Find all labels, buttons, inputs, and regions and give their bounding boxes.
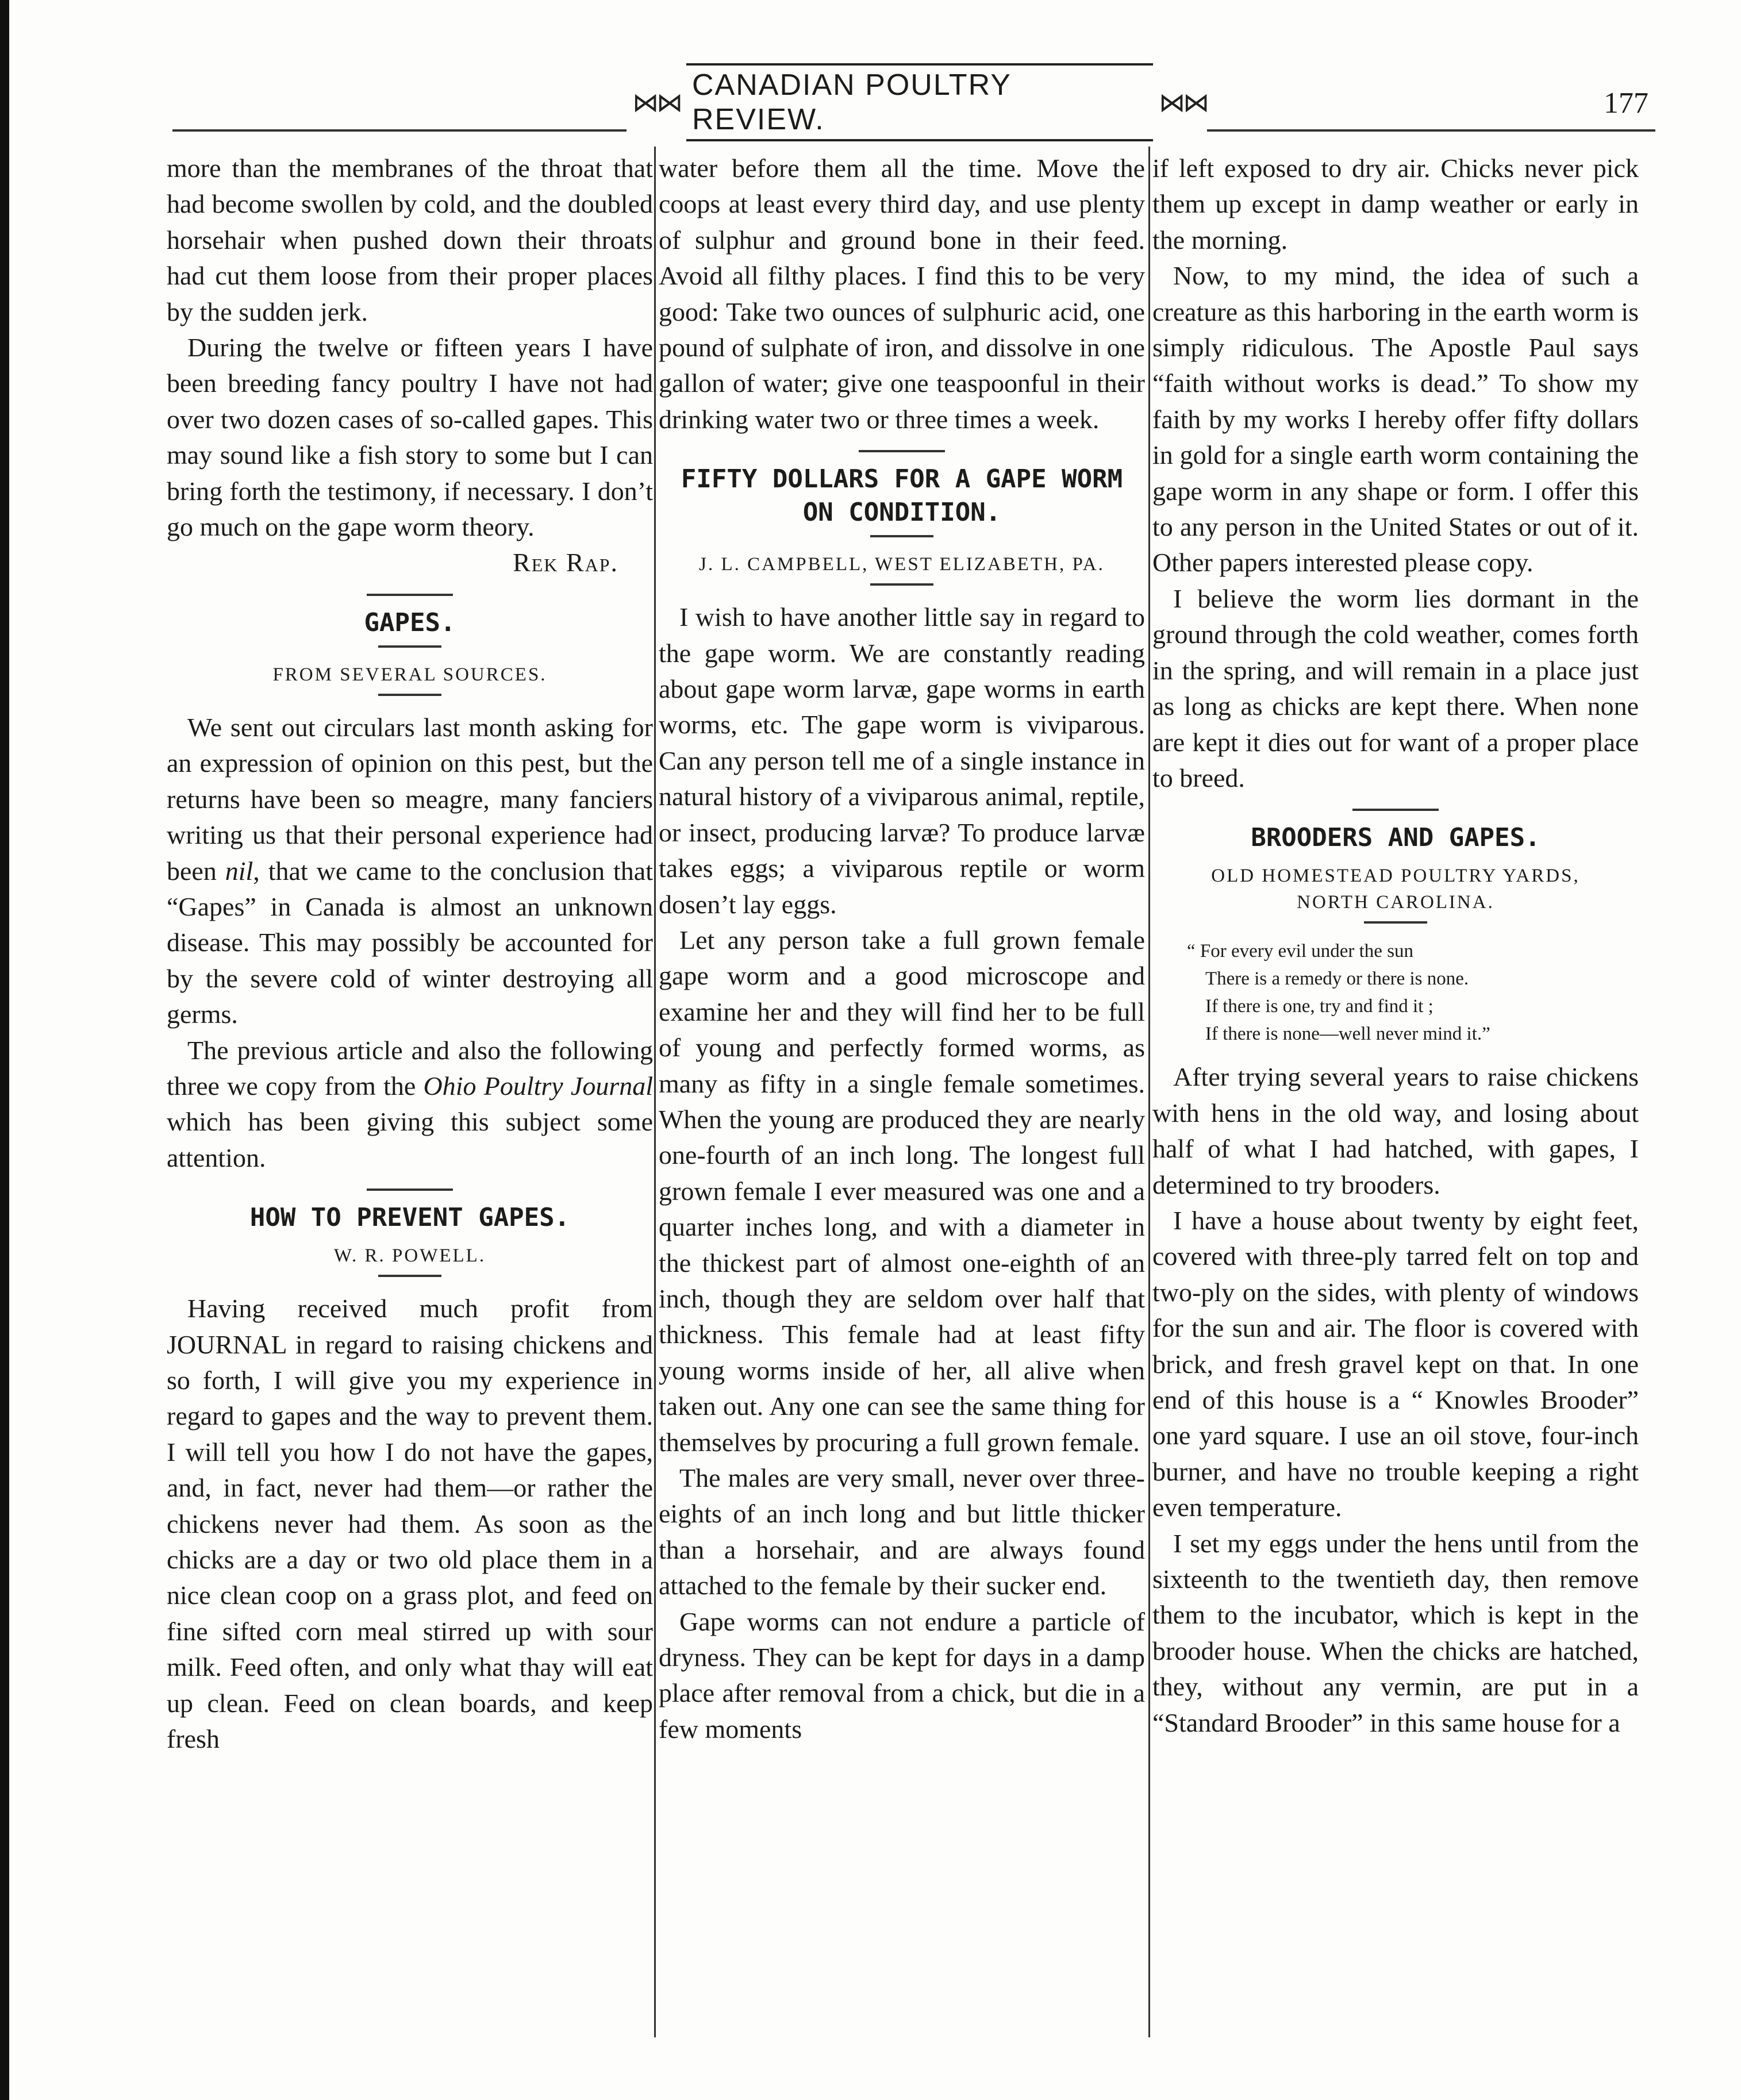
column-3 [1152, 151, 1639, 2030]
paragraph: Gape worms can not endure a particle of dryness. They can be kept for days in a damp place after removal from a chick, but die in a few moments [659, 1606, 1145, 1744]
article-title: HOW TO PREVENT GAPES. [249, 1203, 570, 1233]
paragraph: The males are very small, never over three-eights of an inch long and but little thicker than a horsehair, and are always found attached to the female by their sucker end. [659, 1463, 1145, 1601]
section-rule [870, 583, 933, 586]
section-rule [367, 1189, 453, 1191]
paragraph: more than the membranes of the throat that had become swollen by cold, and the doubled horsehair when pushed down their throats had cut them loose from their proper places by the sudden jerk. [167, 153, 653, 326]
paragraph: We sent out circulars last month asking for an expression of opinion on this pest, but the returns have been so meagre, many fanciers writing us that their personal experience had been nil, that we came to the conclusion that “Gapes” in Canada is almost an unknown disease. This may possibly be accounted for by the severe cold of winter destroying all germs. [167, 712, 653, 1029]
paragraph: I set my eggs under the hens until from the sixteenth to the twentieth day, then remove them to the incubator, which is kept in the brooder house. When the chicks are hatched, they, without any vermin, are put in a “Standard Brooder” in this same house for a [1152, 1528, 1639, 1737]
article-title: GAPES. [364, 607, 456, 637]
section-rule [378, 694, 441, 696]
ornament-right-icon: ⋈⋈ [1159, 87, 1207, 118]
section-rule [378, 1275, 441, 1277]
section-rule [1364, 921, 1427, 924]
paragraph: During the twelve or fifteen years I have been breeding fancy poultry I have not had over two dozen cases of so-called gapes. This may sound like a fish story to some but I can bring forth the testimony, if necessary. I don’t go much on the gape worm theory. [167, 333, 653, 542]
paragraph: I wish to have another little say in regard to the gape worm. We are constantly reading about gape worm larvæ, gape worms in earth worms, etc. The gape worm is viviparous. Can any person tell me of a single instance in natural history of a viviparous animal, reptile, or insect, producing larvæ? To produce larvæ takes eggs; a viviparous reptile or worm dosen’t lay eggs. [659, 602, 1145, 919]
paragraph: I have a house about twenty by eight feet, covered with three-ply tarred felt on top and two-ply on the sides, with plenty of windows for the sun and air. The floor is covered with brick, and fresh gravel kept on that. In one end of this house is a “ Knowles Brooder” one yard square. I use an oil stove, four-inch burner, and have no trouble keeping a right even temperature. [1152, 1205, 1639, 1522]
section-rule [859, 450, 945, 452]
page-number: 177 [1604, 87, 1648, 120]
column-2 [659, 151, 1145, 2030]
article-title: FIFTY DOLLARS FOR A GAPE WORM ON CONDITION. [681, 464, 1123, 528]
page-spine [0, 0, 9, 2100]
section-rule [378, 645, 441, 648]
paragraph: if left exposed to dry air. Chicks never pick them up except in damp weather or early in the morning. [1152, 153, 1639, 255]
section-rule [1352, 809, 1439, 811]
column-1 [167, 151, 653, 2030]
signature: Rek Rap. [513, 548, 618, 578]
epigraph-verse: “ For every evil under the sun There is a remedy or there is none. If there is one, try and find it ; If there is none—well never mind it.” [1187, 941, 1490, 1045]
article-byline: FROM SEVERAL SOURCES. [272, 664, 547, 685]
paragraph: Let any person take a full grown female gape worm and a good microscope and examine her and they will find her to be full of young and perfectly formed worms, as many as fifty in a single female sometimes. When the young are produced they are nearly one-fourth of an inch long. The longest full grown female I ever measured was one and a quarter inches long, and with a diameter in the thickest part of almost one-eighth of an inch, though they are seldom over half that thickness. This female had at least fifty young worms inside of her, all alive when taken out. Any one can see the same thing for themselves by procuring a full grown female. [659, 925, 1145, 1457]
paragraph: The previous article and also the following three we copy from the Ohio Poultry Journal which has been giving this subject some attention. [167, 1035, 653, 1172]
paragraph: Now, to my mind, the idea of such a creature as this harboring in the earth worm is simply ridiculous. The Apostle Paul says “faith without works is dead.” To show my faith by my works I hereby offer fifty dollars in gold for a single earth worm containing the gape worm in any shape or form. I offer this to any person in the United States or out of it. Other papers interested please copy. [1152, 261, 1639, 578]
article-byline: OLD HOMESTEAD POULTRY YARDS, NORTH CAROLINA. [1211, 866, 1580, 913]
ornament-left-icon: ⋈⋈ [632, 87, 681, 118]
masthead [632, 68, 1207, 136]
article-byline: W. R. POWELL. [333, 1245, 486, 1267]
column-divider [654, 147, 656, 2037]
section-rule [367, 594, 453, 596]
header-rule-right [1207, 129, 1655, 132]
paragraph: Having received much profit from JOURNAL in regard to raising chickens and so forth, I will give you my experience in regard to gapes and the way to prevent them. I will tell you how I do not have the gapes, and, in fact, never had them—or rather the chickens never had them. As soon as the chicks are a day or two old place them in a nice clean coop on a grass plot, and feed on fine sifted corn meal stirred up with sour milk. Feed often, and only what thay will eat up clean. Feed on clean boards, and keep fresh [167, 1294, 653, 1754]
column-divider [1148, 147, 1150, 2037]
article-byline: J. L. CAMPBELL, WEST ELIZABETH, PA. [699, 554, 1105, 575]
section-rule [870, 535, 933, 537]
article-title: BROODERS AND GAPES. [1251, 823, 1540, 853]
paragraph: After trying several years to raise chickens with hens in the old way, and losing about half of what I had hatched, with gapes, I determined to try brooders. [1152, 1062, 1639, 1199]
paragraph: water before them all the time. Move the coops at least every third day, and use plenty of sulphur and ground bone in their feed. Avoid all filthy places. I find this to be very good: Take two ounces of sulphuric acid, one pound of sulphate of iron, and dissolve in one gallon of water; give one teaspoonful in their drinking water two or three times a week. [659, 153, 1145, 434]
paragraph: I believe the worm lies dormant in the ground through the cold weather, comes forth in the spring, and will remain in a place just as long as chicks are kept there. When none are kept it dies out for want of a proper place to breed. [1152, 583, 1639, 793]
header-rule-left [172, 129, 627, 132]
journal-title: CANADIAN POULTRY REVIEW. [686, 63, 1153, 141]
